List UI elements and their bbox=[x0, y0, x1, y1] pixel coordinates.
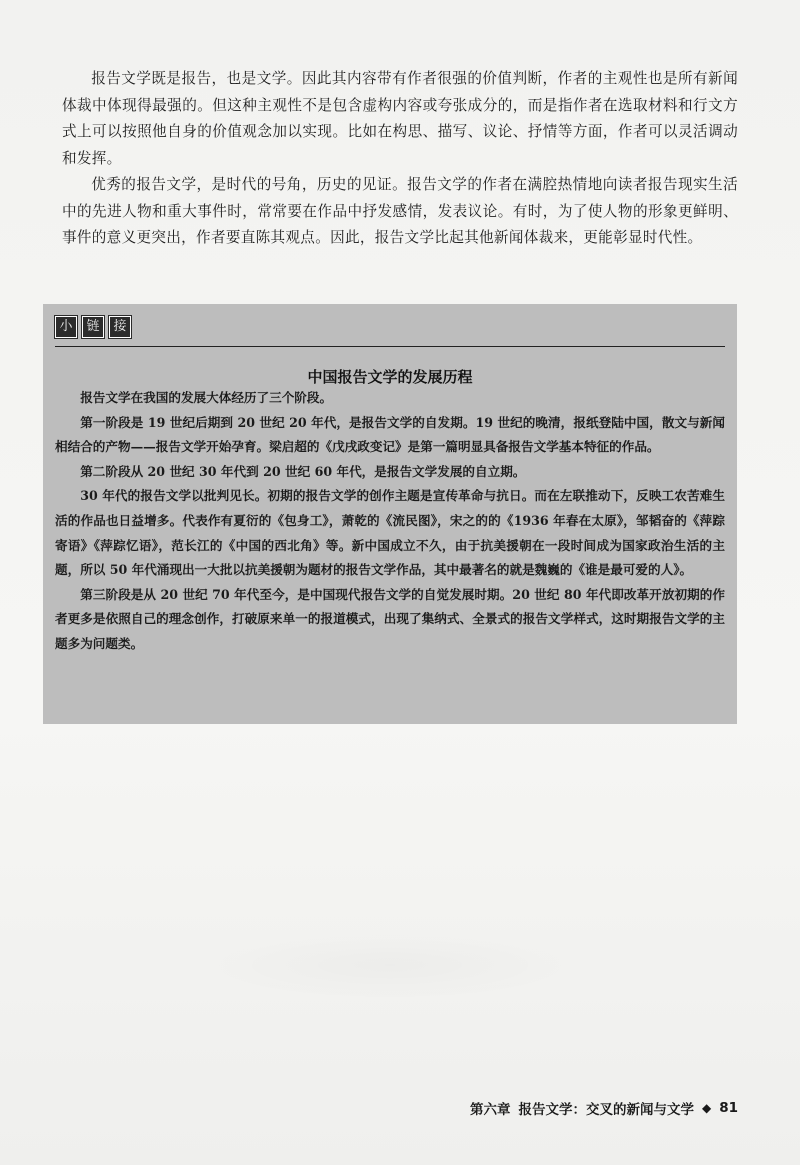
sidebar-paragraph-3: 第二阶段从 20 世纪 30 年代到 20 世纪 60 年代，是报告文学发展的自立期。 bbox=[80, 463, 526, 479]
sidebar-body bbox=[55, 386, 725, 657]
sidebar-paragraph-1: 报告文学在我国的发展大体经历了三个阶段。 bbox=[80, 390, 333, 405]
sidebar-divider bbox=[55, 346, 725, 347]
main-text bbox=[62, 66, 738, 252]
body-paragraph-1: 报告文学既是报告，也是文学。因此其内容带有作者很强的价值判断，作者的主观性也是所有新闻体裁中体现得最强的。但这种主观性不是包含虚构内容或夸张成分的，而是指作者在选取材料和行文方式上可以按照他自身的价值观念加以实现。比如在构思、描写、议论、抒情等方面，作者可以灵活调动和发挥。 bbox=[62, 70, 738, 167]
footer-chapter: 第六章 bbox=[469, 1102, 511, 1118]
sidebar-paragraph-5: 第三阶段是从 20 世纪 70 年代至今，是中国现代报告文学的自觉发展时期。20 世纪 80 年代即改革开放初期的作者更多是依照自己的理念创作，打破原来单一的报道模式，出现了集纳式、全景式的报告文学样式，这时期报告文学的主题多为问题类。 bbox=[55, 586, 725, 651]
page-smudge bbox=[200, 930, 580, 1000]
footer-chapter-title: 报告文学：交叉的新闻与文学 bbox=[518, 1102, 694, 1118]
sidebar-paragraph-2: 第一阶段是 19 世纪后期到 20 世纪 20 年代，是报告文学的自发期。19 世纪的晚清，报纸登陆中国，散文与新闻相结合的产物——报告文学开始孕育。梁启超的《戊戌政变记》是第一篇明显具备报告文学基本特征的作品。 bbox=[55, 414, 725, 455]
diamond-icon: ◆ bbox=[701, 1101, 712, 1115]
sidebar-title: 中国报告文学的发展历程 bbox=[307, 368, 473, 386]
page-number: 81 bbox=[719, 1100, 738, 1116]
sidebar-paragraph-4: 30 年代的报告文学以批判见长。初期的报告文学的创作主题是宣传革命与抗日。而在左联推动下，反映工农苦难生活的作品也日益增多。代表作有夏衍的《包身工》，萧乾的《流民图》，宋之的的《1936 年春在太原》，邹韬奋的《萍踪寄语》《萍踪忆语》，范长江的《中国的西北角》等。新中国成立不久，由于抗美援朝在一段时间成为国家政治生活的主题，所以 50 年代涌现出一大批以抗美援朝为题材的报告文学作品，其中最著名的就是魏巍的《谁是最可爱的人》。 bbox=[55, 488, 725, 578]
page-footer bbox=[470, 1098, 738, 1118]
sidebar-label-char-3: 接 bbox=[109, 316, 131, 338]
sidebar-box-link bbox=[43, 304, 737, 724]
sidebar-label-char-1: 小 bbox=[55, 316, 77, 338]
sidebar-label-char-2: 链 bbox=[82, 316, 104, 338]
body-paragraph-2: 优秀的报告文学，是时代的号角，历史的见证。报告文学的作者在满腔热情地向读者报告现实生活中的先进人物和重大事件时，常常要在作品中抒发感情，发表议论。有时，为了使人物的形象更鲜明、事件的意义更突出，作者要直陈其观点。因此，报告文学比起其他新闻体裁来，更能彰显时代性。 bbox=[62, 176, 738, 246]
sidebar-label bbox=[55, 316, 131, 338]
